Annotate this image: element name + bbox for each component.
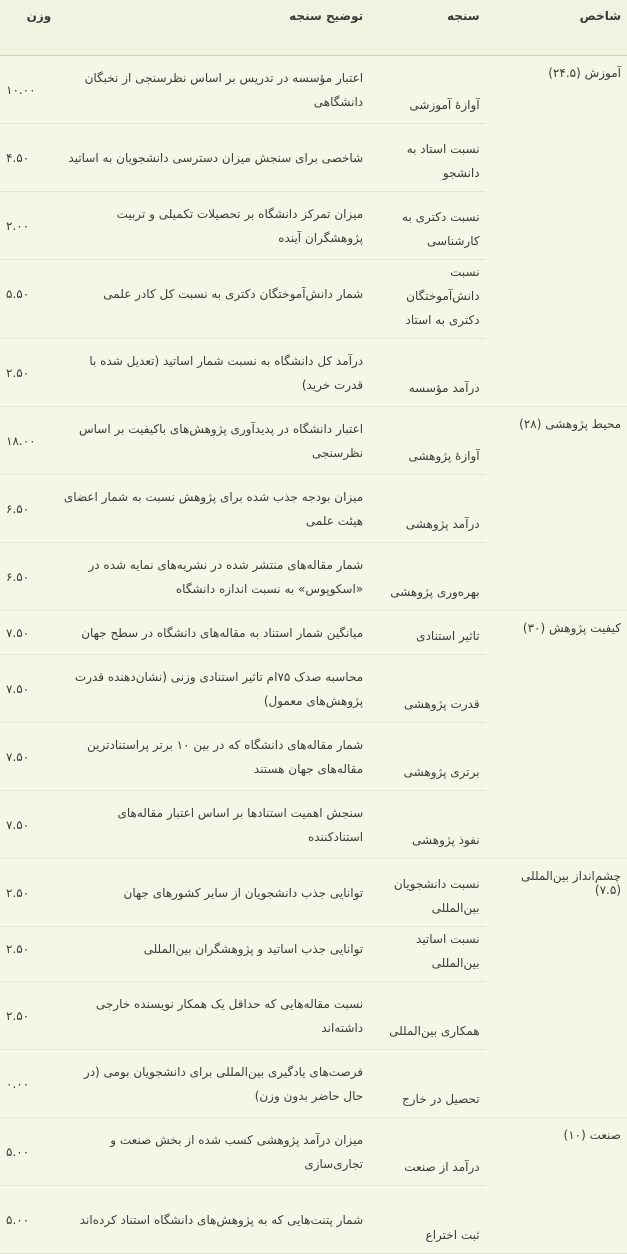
metric-cell bbox=[369, 611, 485, 655]
weight-value: ۰.۰۰ bbox=[6, 1076, 30, 1091]
metric-label: نسبت اساتید بین‌المللی bbox=[416, 932, 480, 970]
description-cell bbox=[57, 192, 369, 260]
metric-label: تحصیل در خارج bbox=[402, 1092, 480, 1106]
metric-cell bbox=[369, 543, 485, 611]
description-cell bbox=[57, 260, 369, 339]
weight-value: ۱۰.۰۰ bbox=[6, 82, 36, 97]
description-text: شمار دانش‌آموختگان دکتری به نسبت کل کادر علمی bbox=[103, 286, 364, 301]
table-row bbox=[0, 1118, 627, 1186]
weight-value: ۲.۵۰ bbox=[6, 1008, 30, 1023]
description-header: توضیح سنجه bbox=[57, 0, 369, 56]
weight-cell bbox=[0, 1118, 57, 1186]
description-cell bbox=[57, 723, 369, 791]
table-row bbox=[0, 611, 627, 655]
weight-cell bbox=[0, 192, 57, 260]
metric-label: تاثیر استنادی bbox=[416, 629, 480, 643]
weight-cell bbox=[0, 859, 57, 927]
weight-value: ۷.۵۰ bbox=[6, 681, 30, 696]
weight-cell bbox=[0, 543, 57, 611]
metric-label: قدرت پژوهشی bbox=[403, 697, 480, 711]
metric-cell bbox=[369, 723, 485, 791]
weight-value: ۱۸.۰۰ bbox=[6, 433, 36, 448]
metric-cell bbox=[369, 1118, 485, 1186]
description-cell bbox=[57, 859, 369, 927]
indicator-cell bbox=[486, 56, 627, 407]
description-text: اعتبار مؤسسه در تدریس بر اساس نظرسنجی از نخبگان دانشگاهی bbox=[84, 70, 364, 109]
description-text: توانایی جذب اساتید و پژوهشگران بین‌المللی bbox=[143, 941, 364, 956]
metric-cell bbox=[369, 260, 485, 339]
indicator-header: شاخص bbox=[486, 0, 627, 56]
description-text: شاخصی برای سنجش میزان دسترسی دانشجویان به اساتید bbox=[68, 150, 364, 165]
weight-cell bbox=[0, 56, 57, 124]
table-row bbox=[0, 56, 627, 124]
metric-cell bbox=[369, 1050, 485, 1118]
description-cell bbox=[57, 339, 369, 407]
description-cell bbox=[57, 1186, 369, 1254]
description-cell bbox=[57, 655, 369, 723]
metric-cell bbox=[369, 124, 485, 192]
indicator-label: کیفیت پژوهش (۳۰) bbox=[522, 621, 621, 635]
metric-label: درآمد مؤسسه bbox=[408, 381, 480, 395]
weight-header: وزن bbox=[0, 0, 57, 56]
description-cell bbox=[57, 611, 369, 655]
indicator-cell bbox=[486, 407, 627, 611]
metric-label: درآمد پژوهشی bbox=[405, 517, 480, 531]
metric-label: آوازهٔ پژوهشی bbox=[408, 449, 480, 463]
description-text: توانایی جذب دانشجویان از سایر کشورهای جهان bbox=[123, 885, 364, 900]
description-cell bbox=[57, 1118, 369, 1186]
description-text: میزان تمرکز دانشگاه بر تحصیلات تکمیلی و تربیت پژوهشگران آینده bbox=[116, 206, 364, 245]
metric-cell bbox=[369, 791, 485, 859]
weight-value: ۵.۰۰ bbox=[6, 1212, 30, 1227]
metric-label: نسبت استاد به دانشجو bbox=[406, 142, 480, 180]
metric-label: نسبت دانشجویان بین‌المللی bbox=[393, 877, 480, 915]
description-text: شمار مقاله‌های منتشر شده در نشریه‌های نمایه شده در «اسکوپوس» به نسبت اندازه دانشگاه bbox=[88, 557, 364, 596]
weight-cell bbox=[0, 1186, 57, 1254]
weight-cell bbox=[0, 475, 57, 543]
description-text: میزان بودجه جذب شده برای پژوهش نسبت به شمار اعضای هیئت علمی bbox=[63, 489, 364, 528]
metric-header: سنجه bbox=[369, 0, 485, 56]
description-cell bbox=[57, 791, 369, 859]
weight-value: ۲.۵۰ bbox=[6, 941, 30, 956]
description-cell bbox=[57, 543, 369, 611]
metric-label: نسبت دانش‌آموختگان دکتری به استاد bbox=[405, 265, 480, 327]
description-cell bbox=[57, 982, 369, 1050]
weight-value: ۷.۵۰ bbox=[6, 749, 30, 764]
metric-cell bbox=[369, 192, 485, 260]
indicator-cell bbox=[486, 859, 627, 1118]
description-text: میانگین شمار استناد به مقاله‌های دانشگاه در سطح جهان bbox=[81, 625, 364, 640]
metric-cell bbox=[369, 1186, 485, 1254]
metric-cell bbox=[369, 655, 485, 723]
metric-label: برتری پژوهشی bbox=[403, 765, 480, 779]
description-text: سنجش اهمیت استنادها بر اساس اعتبار مقاله‌های استنادکننده bbox=[117, 805, 364, 844]
metric-label: بهره‌وری پژوهشی bbox=[390, 585, 480, 599]
weight-value: ۶.۵۰ bbox=[6, 569, 30, 584]
description-cell bbox=[57, 475, 369, 543]
weight-cell bbox=[0, 611, 57, 655]
weight-cell bbox=[0, 655, 57, 723]
metric-label: نسبت دکتری به کارشناسی bbox=[402, 210, 480, 248]
metric-cell bbox=[369, 927, 485, 982]
weight-cell bbox=[0, 1050, 57, 1118]
weight-value: ۷.۵۰ bbox=[6, 625, 30, 640]
metric-cell bbox=[369, 859, 485, 927]
description-cell bbox=[57, 927, 369, 982]
metric-cell bbox=[369, 56, 485, 124]
indicator-label: چشم‌انداز بین‌المللی (۷.۵) bbox=[521, 869, 621, 897]
description-text: نسبت مقاله‌هایی که حداقل یک همکار نویسنده خارجی داشته‌اند bbox=[95, 996, 364, 1035]
weight-value: ۷.۵۰ bbox=[6, 817, 30, 832]
description-text: اعتبار دانشگاه در پدیدآوری پژوهش‌های باکیفیت بر اساس نظرسنجی bbox=[79, 421, 364, 460]
weight-cell bbox=[0, 260, 57, 339]
description-cell bbox=[57, 56, 369, 124]
description-text: شمار پتنت‌هایی که به پژوهش‌های دانشگاه استناد کرده‌اند bbox=[79, 1212, 364, 1227]
description-text: محاسبه صدک ۷۵ام تاثیر استنادی وزنی (نشان‌دهنده قدرت پژوهش‌های معمول) bbox=[74, 669, 364, 708]
metric-label: ثبت اختراع bbox=[425, 1228, 480, 1242]
indicator-label: آموزش (۲۴.۵) bbox=[548, 66, 621, 80]
weight-value: ۲.۵۰ bbox=[6, 365, 30, 380]
metric-cell bbox=[369, 982, 485, 1050]
indicator-cell bbox=[486, 1118, 627, 1254]
description-text: فرصت‌های یادگیری بین‌المللی برای دانشجویان بومی (در حال حاضر بدون وزن) bbox=[83, 1064, 364, 1103]
description-cell bbox=[57, 1050, 369, 1118]
description-text: میزان درآمد پژوهشی کسب شده از بخش صنعت و تجاری‌سازی bbox=[110, 1132, 364, 1171]
table-body bbox=[0, 56, 627, 1254]
header-row bbox=[0, 0, 627, 56]
weight-value: ۲.۰۰ bbox=[6, 218, 30, 233]
weight-cell bbox=[0, 791, 57, 859]
indicator-label: محیط پژوهشی (۲۸) bbox=[519, 417, 621, 431]
table-row bbox=[0, 859, 627, 927]
metric-label: همکاری بین‌المللی bbox=[389, 1024, 480, 1038]
weight-value: ۵.۰۰ bbox=[6, 1144, 30, 1159]
description-text: شمار مقاله‌های دانشگاه که در بین ۱۰ برتر پراستنادترین مقاله‌های جهان هستند bbox=[87, 737, 364, 776]
weight-value: ۶.۵۰ bbox=[6, 501, 30, 516]
weight-cell bbox=[0, 927, 57, 982]
description-cell bbox=[57, 407, 369, 475]
weight-cell bbox=[0, 723, 57, 791]
weight-cell bbox=[0, 407, 57, 475]
metric-cell bbox=[369, 475, 485, 543]
metric-cell bbox=[369, 407, 485, 475]
metric-label: درآمد از صنعت bbox=[404, 1160, 480, 1174]
table-header bbox=[0, 0, 627, 56]
indicator-cell bbox=[486, 611, 627, 859]
weight-value: ۵.۵۰ bbox=[6, 286, 30, 301]
metric-label: نفوذ پژوهشی bbox=[412, 833, 480, 847]
metric-cell bbox=[369, 339, 485, 407]
metric-label: آوازهٔ آموزشی bbox=[409, 98, 480, 112]
weight-cell bbox=[0, 982, 57, 1050]
description-text: درآمد کل دانشگاه به نسبت شمار اساتید (تعدیل شده با قدرت خرید) bbox=[89, 353, 364, 392]
description-cell bbox=[57, 124, 369, 192]
weight-value: ۲.۵۰ bbox=[6, 885, 30, 900]
table-row bbox=[0, 407, 627, 475]
weight-value: ۴.۵۰ bbox=[6, 150, 30, 165]
weight-cell bbox=[0, 124, 57, 192]
indicator-label: صنعت (۱۰) bbox=[563, 1128, 621, 1142]
weight-cell bbox=[0, 339, 57, 407]
